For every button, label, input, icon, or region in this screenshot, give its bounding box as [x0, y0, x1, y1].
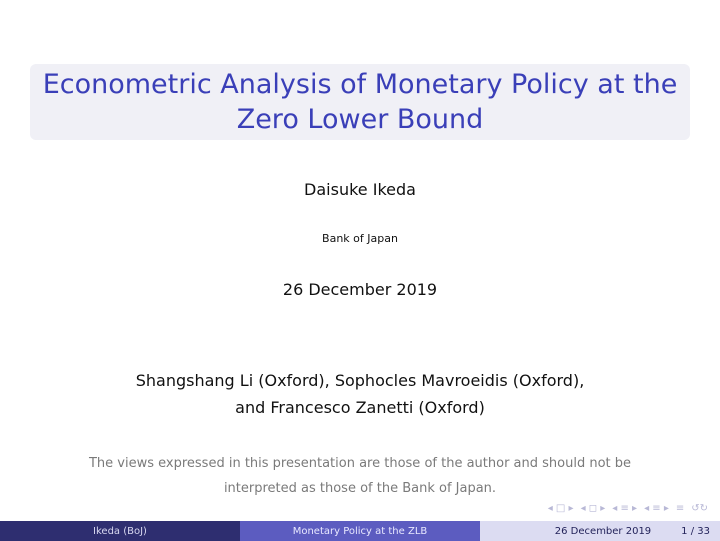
disclaimer [0, 451, 720, 501]
title-block [30, 64, 690, 140]
institute: Bank of Japan [322, 232, 398, 245]
nav-search-icon[interactable]: ↺↻ [691, 503, 708, 514]
presentation-date: 26 December 2019 [282, 280, 438, 299]
nav-frame-icon[interactable]: ◂ ◻ ▸ [580, 503, 606, 514]
title-line-1: Econometric Analysis of Monetary Policy at the [42, 69, 678, 100]
nav-align-icon[interactable]: ≡ [675, 503, 685, 514]
slide-title [43, 67, 678, 137]
beamer-navigation [548, 503, 708, 514]
footer-date: 26 December 2019 [554, 525, 652, 537]
nav-section-icon[interactable]: ◂ ≡ ▸ [612, 503, 638, 514]
title-line-2: Zero Lower Bound [236, 104, 484, 135]
footer-right [480, 521, 720, 541]
footer-bar [0, 521, 720, 541]
footer-short-title: Monetary Policy at the ZLB [240, 521, 480, 541]
footer-page-number: 1 / 33 [681, 525, 710, 537]
nav-first-icon[interactable]: ◂ □ ▸ [547, 503, 574, 514]
coauthors-line-1: Shangshang Li (Oxford), Sophocles Mavroeidis (Oxford), [135, 371, 585, 390]
nav-subsection-icon[interactable]: ◂ ≡ ▸ [644, 503, 669, 514]
coauthors-line-2: and Francesco Zanetti (Oxford) [235, 398, 485, 417]
coauthors [0, 367, 720, 421]
author-name: Daisuke Ikeda [304, 180, 416, 199]
footer-author: Ikeda (BoJ) [0, 521, 240, 541]
disclaimer-line-2: interpreted as those of the Bank of Japan. [223, 481, 497, 496]
disclaimer-line-1: The views expressed in this presentation are those of the author and should not be [88, 456, 632, 471]
